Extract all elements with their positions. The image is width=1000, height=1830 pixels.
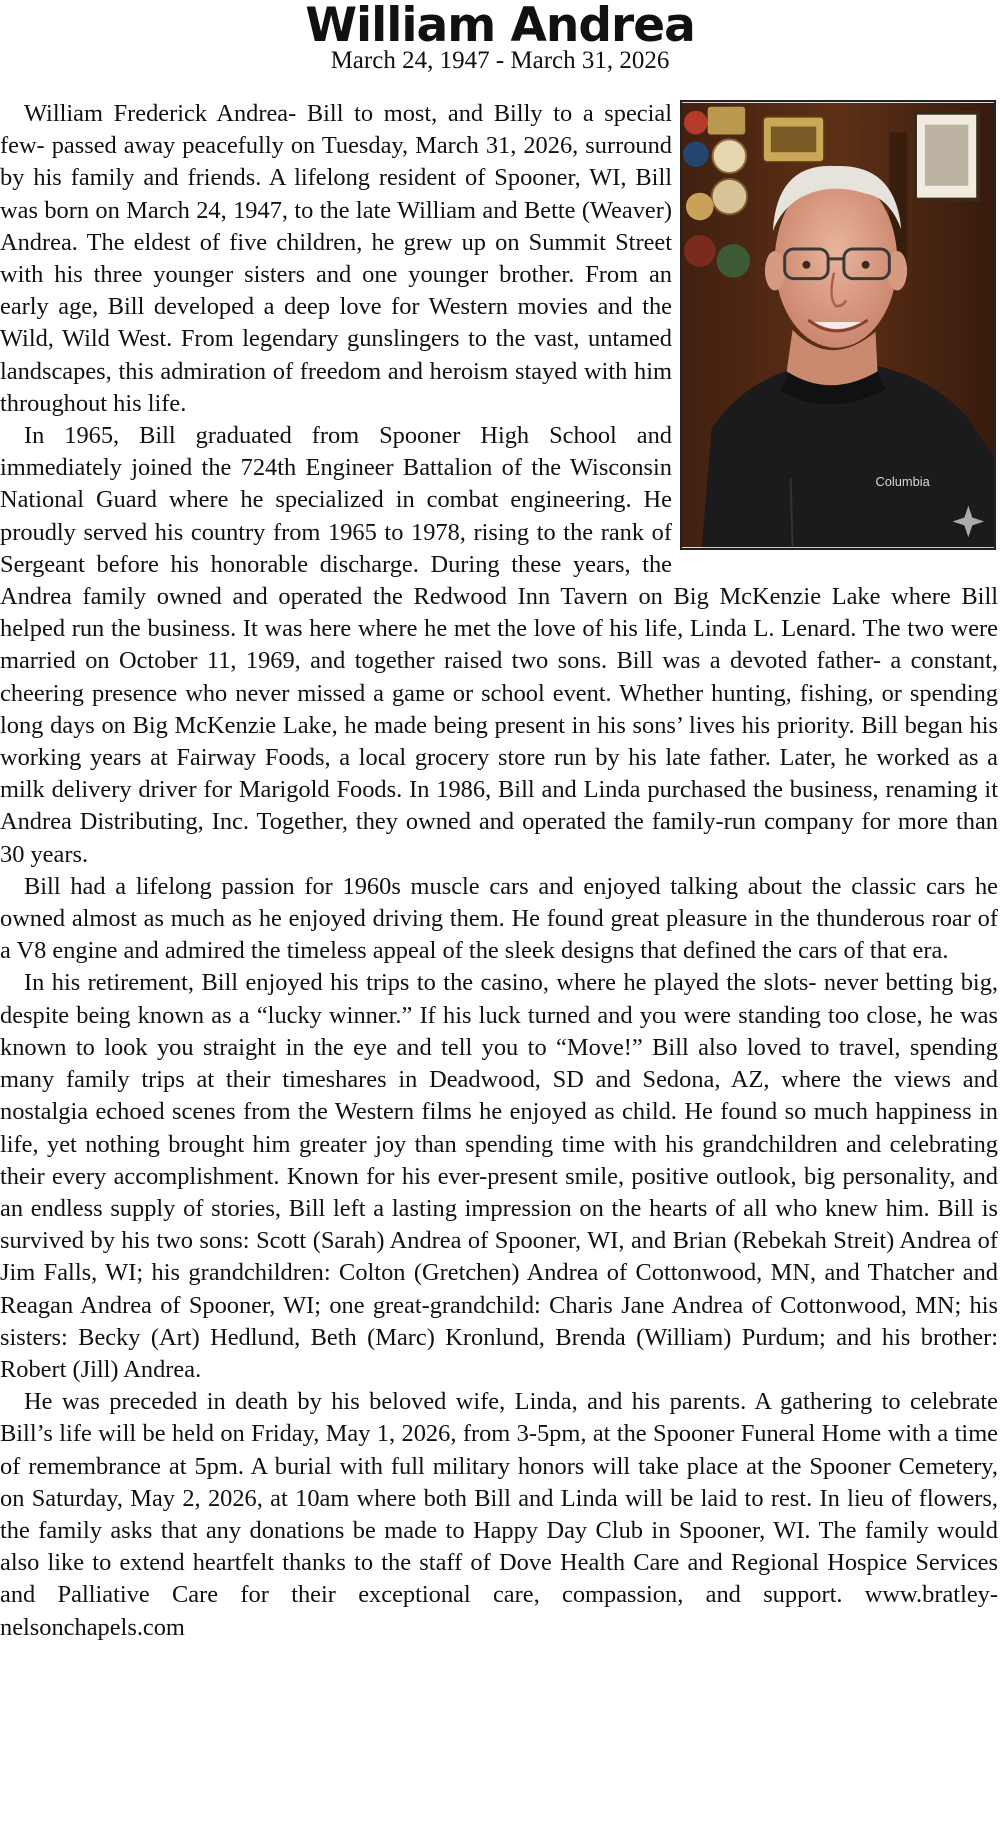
paragraph: Bill had a lifelong passion for 1960s muscle cars and enjoyed talking about the classic cars he owned almost as much as he enjoyed driving them. He found great pleasure in the thunderous roar of a V8 engine and admired the timeless appeal of the sleek designs that defined the cars of that era. (0, 872, 998, 965)
obituary-text (0, 98, 998, 1644)
obituary-name: William Andrea (305, 0, 695, 53)
shirt-logo: Columbia (875, 473, 930, 489)
paragraph: In his retirement, Bill enjoyed his trips to the casino, where he played the slots- never betting big, despite being known as a “lucky winner.” If his luck turned and you were standing too close, he was known to look you straight in the eye and tell you to “Move!” Bill also loved to travel, spending many family trips at their timeshares in Deadwood, SD and Sedona, AZ, where the views and nostalgia echoed scenes from the Western films he enjoyed as child. He found so much happiness in life, yet nothing brought him greater joy than spending time with his grandchildren and celebrating their every accomplishment. Known for his ever-present smile, positive outlook, big personality, and an endless supply of stories, Bill left a lasting impression on the hearts of all who knew him. Bill is survived by his two sons: Scott (Sarah) Andrea of Spooner, WI, and Brian (Rebekah Streit) Andrea of Jim Falls, WI; his grandchildren: Colton (Gretchen) Andrea of Cottonwood, MN, and Thatcher and Reagan Andrea of Spooner, WI; one great-grandchild: Charis Jane Andrea of Cottonwood, MN; his sisters: Becky (Art) Hedlund, Beth (Marc) Kronlund, Brenda (William) Purdum; and his brother: Robert (Jill) Andrea. (0, 969, 998, 1383)
life-dates: March 24, 1947 - March 31, 2026 (330, 47, 670, 74)
paragraph: In 1965, Bill graduated from Spooner High School and immediately joined the 724th Engineer Battalion of the Wisconsin National Guard where he specialized in combat engineering. He proudly served his country from 1965 to 1978, rising to the rank of Sergeant before his honorable discharge. During these years, the Andrea family owned and operated the Redwood Inn Tavern on Big McKenzie Lake where Bill helped run the business. It was here where he met the love of his life, Linda L. Lenard. The two were married on October 11, 1969, and together raised two sons. Bill was a devoted father- a constant, cheering presence who never missed a game or school event. Whether hunting, fishing, or spending long days on Big McKenzie Lake, he made being present in his sons’ lives his priority. Bill began his working years at Fairway Foods, a local grocery store run by his late father. Later, he worked as a milk delivery driver for Marigold Foods. In 1986, Bill and Linda purchased the business, renaming it Andrea Distributing, Inc. Together, they owned and operated the family-run company for more than 30 years. (0, 422, 998, 868)
paragraph: William Frederick Andrea- Bill to most, and Billy to a special few- passed away peacefully on Tuesday, March 31, 2026, surround by his family and friends. A lifelong resident of Spooner, WI, Bill was born on March 24, 1947, to the late William and Bette (Weaver) Andrea. The eldest of five children, he grew up on Summit Street with his three younger sisters and one younger brother. From an early age, Bill developed a deep love for Western movies and the Wild, Wild West. From legendary gunslingers to the vast, untamed landscapes, this admiration of freedom and heroism stayed with him throughout his life. (0, 100, 672, 417)
photo-text-wrap (672, 98, 998, 566)
paragraph: He was preceded in death by his beloved wife, Linda, and his parents. A gathering to celebrate Bill’s life will be held on Friday, May 1, 2026, from 3-5pm, at the Spooner Funeral Home with a time of remembrance at 5pm. A burial with full military honors will take place at the Spooner Cemetery, on Saturday, May 2, 2026, at 10am where both Bill and Linda will be laid to rest. In lieu of flowers, the family asks that any donations be made to Happy Day Club in Spooner, WI. The family would also like to extend heartfelt thanks to the staff of Dove Health Care and Regional Hospice Services and Palliative Care for their exceptional care, compassion, and support. www.bratley-nelsonchapels.com (0, 1388, 998, 1641)
